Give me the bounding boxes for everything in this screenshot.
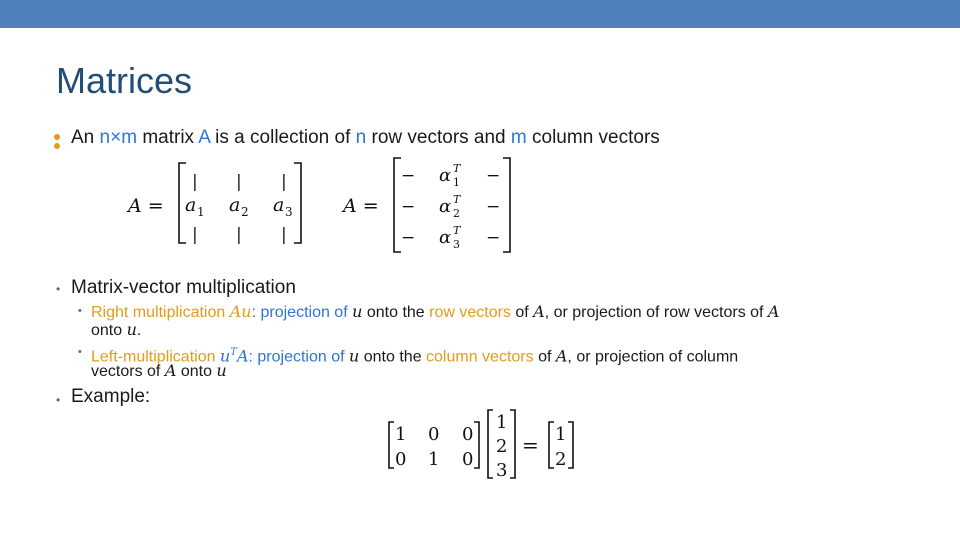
text-segment: : projection of <box>248 348 349 366</box>
matrix-entry: 0 <box>462 424 474 445</box>
var-n: n <box>99 127 111 148</box>
math-var: u <box>216 361 227 380</box>
highlight-text: row vectors <box>429 304 511 321</box>
text-segment: of <box>533 348 556 366</box>
right-bracket <box>294 163 301 243</box>
math-var: A <box>555 346 568 366</box>
matrix-lhs: A = <box>343 195 379 217</box>
example-equation <box>389 410 573 481</box>
row-dash: − <box>401 197 416 217</box>
math-var: A <box>164 361 177 380</box>
column-bar: | <box>281 172 287 192</box>
text-segment: matrix <box>137 127 199 148</box>
matrix-entry: 0 <box>462 449 474 470</box>
subscript: 3 <box>453 238 460 251</box>
row-vector: α <box>439 196 452 217</box>
text-segment: onto the <box>362 304 430 321</box>
vector-entry: 1 <box>496 412 508 433</box>
column-vector: a <box>273 194 285 216</box>
subscript: 2 <box>453 207 460 220</box>
right-bracket <box>474 422 479 468</box>
subscript: 3 <box>285 205 293 219</box>
row-dash: − <box>401 228 416 248</box>
left-bracket <box>549 422 554 468</box>
matrix-entry: 0 <box>428 424 440 445</box>
text-segment: onto <box>91 322 127 339</box>
right-bracket <box>503 158 510 252</box>
text-segment: is a collection of <box>209 127 356 148</box>
column-bar: | <box>192 172 198 192</box>
sub-bullet-dot: • <box>78 305 82 317</box>
math-expr: A <box>236 346 249 366</box>
vector-entry: 3 <box>496 460 508 481</box>
vector-entry: 2 <box>496 436 508 457</box>
row-dash: − <box>486 228 501 248</box>
matrix-entry: 1 <box>395 424 407 445</box>
text-segment: An <box>71 127 100 148</box>
times-symbol: × <box>110 127 122 148</box>
text-segment: column vectors <box>526 127 660 148</box>
text-segment: , or projection of column <box>567 348 739 366</box>
text-segment: vectors of <box>91 363 165 380</box>
sub-bullet-dot: • <box>78 346 82 358</box>
matrix-lhs: A = <box>128 195 164 217</box>
text-segment: , or projection of row vectors of <box>544 304 768 321</box>
equals-sign: = <box>522 433 539 457</box>
matrix-entry: 1 <box>428 449 440 470</box>
var-n: n <box>355 127 367 148</box>
text-segment: of <box>510 304 534 321</box>
left-bracket <box>488 410 493 478</box>
math-expr: u <box>219 346 231 366</box>
matrix-row-form <box>341 158 510 252</box>
matrix-entry: 0 <box>395 449 407 470</box>
math-expr: Au <box>229 302 252 321</box>
var-m: m <box>121 127 138 148</box>
column-bar: | <box>236 225 242 245</box>
right-bracket <box>568 422 573 468</box>
text-segment: . <box>136 322 142 339</box>
bullet-matrix-vector: Matrix-vector multiplication <box>71 277 296 298</box>
sub-bullet-right-multiplication-cont <box>91 321 141 340</box>
bullet-dot: • <box>56 393 61 407</box>
sub-bullet-left-multiplication-cont <box>91 362 227 381</box>
math-var: u <box>126 320 137 339</box>
math-var: u <box>352 302 363 321</box>
column-vector: a <box>229 194 241 216</box>
superscript: T <box>453 162 461 175</box>
column-bar: | <box>192 225 198 245</box>
row-dash: − <box>401 166 416 186</box>
var-A: A <box>198 127 210 148</box>
superscript: T <box>453 224 461 237</box>
subscript: 1 <box>453 176 460 189</box>
text-segment: onto the <box>359 348 427 366</box>
left-bracket <box>389 422 394 468</box>
superscript: T <box>453 193 461 206</box>
text-segment: : projection of <box>251 304 353 321</box>
matrix-column-form <box>126 163 301 245</box>
highlight-label: Left-multiplication <box>91 348 220 366</box>
math-superscript: T <box>230 347 237 358</box>
row-vector: α <box>439 165 452 186</box>
result-entry: 1 <box>555 424 567 445</box>
math-var: A <box>767 302 780 321</box>
bullet-example: Example: <box>71 386 151 407</box>
bullet-dot: • <box>56 282 61 296</box>
row-dash: − <box>486 166 501 186</box>
row-dash: − <box>486 197 501 217</box>
slide-title: Matrices <box>56 60 193 101</box>
math-var: A <box>533 302 545 321</box>
var-m: m <box>510 127 527 148</box>
math-var: u <box>349 346 360 366</box>
sub-bullet-right-multiplication <box>91 303 779 322</box>
left-bracket <box>394 158 401 252</box>
result-entry: 2 <box>555 449 567 470</box>
highlight-label: Right multiplication <box>91 304 230 321</box>
column-bar: | <box>281 225 287 245</box>
column-vector: a <box>185 194 197 216</box>
subscript: 1 <box>197 205 205 219</box>
text-segment: onto <box>176 363 217 380</box>
text-segment: row vectors and <box>366 127 511 148</box>
row-vector: α <box>439 227 452 248</box>
column-bar: | <box>236 172 242 192</box>
highlight-text: column vectors <box>426 348 534 366</box>
right-bracket <box>510 410 515 478</box>
subscript: 2 <box>241 205 249 219</box>
